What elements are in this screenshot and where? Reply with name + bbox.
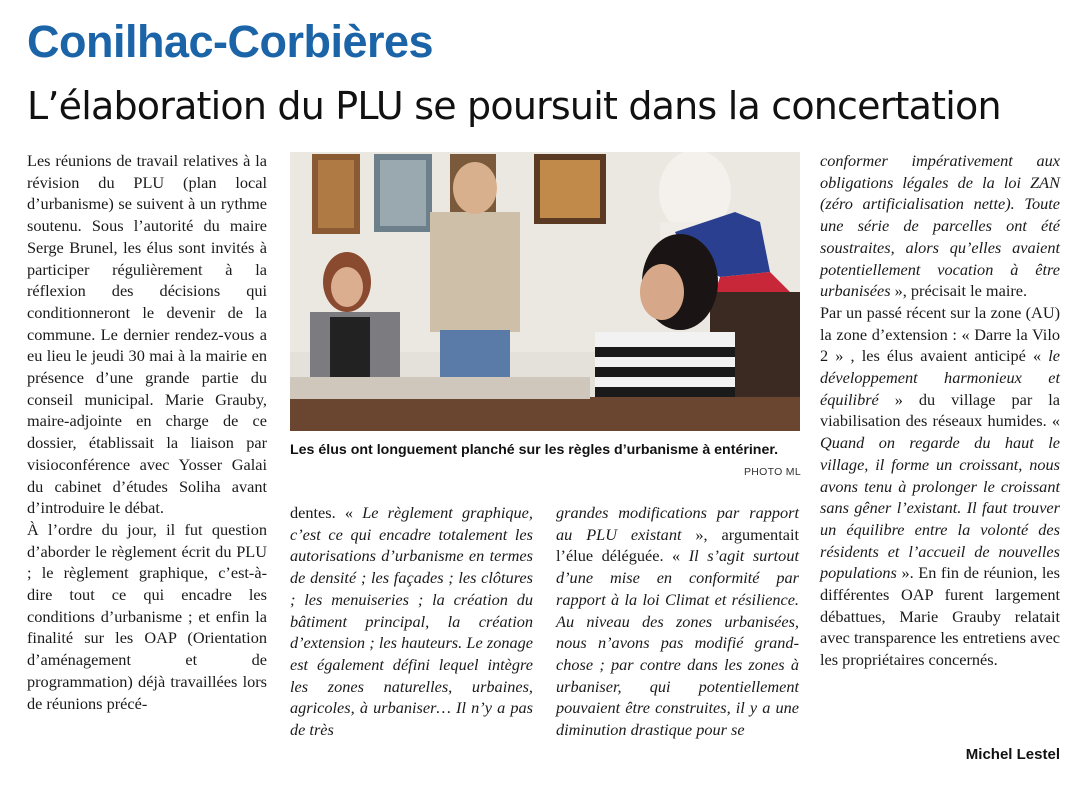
text-run: ». En fin de réunion, les différentes OAP furent largement débattues, Marie Grauby relatait avec transparence les entretiens avec les propriétaires concernés. (820, 563, 1060, 670)
paragraph: À l’ordre du jour, il fut question d’aborder le règlement écrit du PLU ; le règlement graphique, c’est-à-dire tout ce qui encadre les conditions d’urbanisme ; et enfin la finalité sur les OAP (Orientation d’aménagement et de programmation) déjà travaillées lors de réunions précé- (27, 519, 267, 713)
text-run: » du village par la viabilisation des réseaux humides. « (820, 389, 1060, 431)
paragraph (290, 502, 533, 741)
quote-italic: grandes modifications par rapport au PLU existant (556, 503, 799, 544)
text-run: dentes. « (290, 503, 363, 522)
text-run: », argumentait l’élue déléguée. « (556, 524, 799, 566)
paragraph (820, 150, 1060, 302)
text-run: Par un passé récent sur la zone (AU) la zone d’extension : « Darre la Vilo 2 » , les élus avaient anticipé « (820, 302, 1060, 366)
article-column-2 (290, 502, 533, 741)
quote-italic: Il s’agit surtout d’une mise en conformité par rapport à la loi Climat et résilience. Au niveau des zones urbanisées, nous n’avons pas modifié grand-chose ; par contre dans les zones à urbaniser, qui potentiellement pouvaient être construites, il y a une diminution drastique pour se (556, 546, 799, 740)
article-kicker-town: Conilhac-Corbières (27, 16, 434, 67)
article-column-1 (27, 150, 267, 714)
article-column-4 (820, 150, 1060, 671)
text-run: », précisait le maire. (890, 281, 1028, 301)
article-headline: L’élaboration du PLU se poursuit dans la concertation (27, 84, 1001, 128)
article-author: Michel Lestel (965, 746, 1060, 763)
paragraph: Les réunions de travail relatives à la révision du PLU (plan local d’urbanisme) se suivent à un rythme soutenu. Sous l’autorité du maire Serge Brunel, les élus sont invités à participer régulièrement à la réflexion des décisions qui conditionneront le devenir de la commune. Le dernier rendez-vous a eu lieu le jeudi 30 mai à la mairie en présence d’une grande partie du conseil municipal. Marie Grauby, maire-adjointe en charge de ce dossier, établissait la liaison par visioconférence avec Yosser Galai du cabinet d’études Soliha avant d’introduire le débat. (27, 151, 267, 518)
quote-italic: conformer impérativement aux obligations légales de la loi ZAN (zéro artificialisation nette). Toute une série de parcelles ont été soustraites, alors qu’elles avaient potentiellement vocation à être urbanisées (820, 151, 1060, 301)
quote-italic: Quand on regarde du haut le village, il forme un croissant, nous avons tenu à prolonger le croissant sans gêner l’existant. Il faut trouver un équilibre entre la volonté des résidents et l’accueil de nouvelles populations (820, 433, 1060, 583)
article-photo (290, 152, 800, 431)
paragraph (820, 302, 1060, 671)
article-column-3 (556, 502, 799, 741)
photo-credit: PHOTO ML (743, 466, 801, 478)
photo-caption: Les élus ont longuement planché sur les règles d’urbanisme à entériner. (290, 442, 779, 458)
quote-italic: Le règlement graphique, c’est ce qui encadre totalement les autorisations d’urbanisme en termes de densité ; les façades ; les clôtures ; les menuiseries ; la création du bâtiment principal, la création d’extension ; les hauteurs. Le zonage est également défini lequel intègre les zones naturelles, urbaines, agricoles, à urbaniser… Il n’y a pas de très (290, 503, 533, 740)
quote-italic: le développement harmonieux et équilibré (820, 346, 1060, 409)
paragraph (556, 502, 799, 741)
